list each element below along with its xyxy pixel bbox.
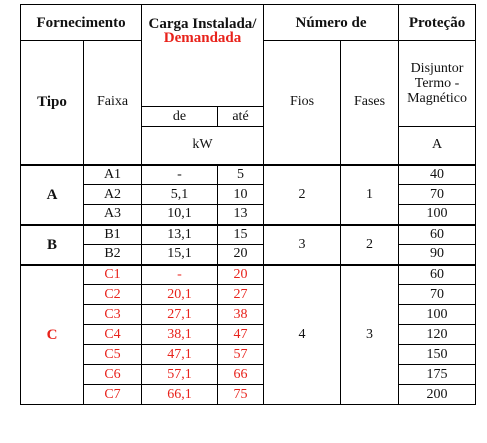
faixa-cell: A2 — [84, 185, 142, 205]
table-row — [21, 245, 476, 265]
protecao-cell: 70 — [399, 185, 476, 205]
table-row — [21, 165, 476, 185]
de-cell: 66,1 — [142, 385, 218, 405]
table-row — [21, 345, 476, 365]
fios-cell: 2 — [264, 165, 341, 225]
fios-cell: 4 — [264, 265, 341, 405]
header-tipo: Tipo — [21, 41, 84, 165]
table-row — [21, 365, 476, 385]
de-cell: - — [142, 265, 218, 285]
ate-cell: 75 — [218, 385, 264, 405]
table-row — [21, 385, 476, 405]
faixa-cell: B2 — [84, 245, 142, 265]
table-row — [21, 185, 476, 205]
table-row — [21, 265, 476, 285]
faixa-cell: C2 — [84, 285, 142, 305]
protecao-cell: 120 — [399, 325, 476, 345]
ate-cell: 13 — [218, 205, 264, 225]
protecao-cell: 100 — [399, 205, 476, 225]
faixa-cell: C3 — [84, 305, 142, 325]
tipo-cell: B — [21, 225, 84, 265]
de-cell: 57,1 — [142, 365, 218, 385]
table-row — [21, 205, 476, 225]
de-cell: 10,1 — [142, 205, 218, 225]
protecao-cell: 200 — [399, 385, 476, 405]
header-ate: até — [218, 107, 264, 127]
tipo-cell: C — [21, 265, 84, 405]
de-cell: - — [142, 165, 218, 185]
header-unit-a: A — [399, 127, 476, 165]
table-row — [21, 285, 476, 305]
table-row — [21, 225, 476, 245]
header-kw: kW — [142, 127, 264, 165]
faixa-cell: C1 — [84, 265, 142, 285]
fases-cell: 3 — [341, 265, 399, 405]
header-faixa: Faixa — [84, 41, 142, 165]
ate-cell: 27 — [218, 285, 264, 305]
header-protecao: Proteção — [399, 5, 476, 41]
ate-cell: 57 — [218, 345, 264, 365]
ate-cell: 47 — [218, 325, 264, 345]
fios-cell: 3 — [264, 225, 341, 265]
protecao-cell: 40 — [399, 165, 476, 185]
de-cell: 5,1 — [142, 185, 218, 205]
ate-cell: 66 — [218, 365, 264, 385]
faixa-cell: A3 — [84, 205, 142, 225]
faixa-cell: C6 — [84, 365, 142, 385]
header-disjuntor: Disjuntor Termo - Magnético — [399, 41, 476, 127]
de-cell: 20,1 — [142, 285, 218, 305]
header-fornecimento: Fornecimento — [21, 5, 142, 41]
ate-cell: 15 — [218, 225, 264, 245]
table-row — [21, 325, 476, 345]
ate-cell: 5 — [218, 165, 264, 185]
protecao-cell: 70 — [399, 285, 476, 305]
faixa-cell: B1 — [84, 225, 142, 245]
header-carga-line2: Demandada — [163, 30, 242, 46]
header-fios: Fios — [264, 41, 341, 165]
header-numero-de: Número de — [264, 5, 399, 41]
de-cell: 38,1 — [142, 325, 218, 345]
protecao-cell: 175 — [399, 365, 476, 385]
header-fases: Fases — [341, 41, 399, 165]
ate-cell: 20 — [218, 265, 264, 285]
tipo-cell: A — [21, 165, 84, 225]
ate-cell: 38 — [218, 305, 264, 325]
protecao-cell: 60 — [399, 265, 476, 285]
supply-table — [20, 4, 476, 405]
ate-cell: 10 — [218, 185, 264, 205]
faixa-cell: A1 — [84, 165, 142, 185]
header-carga-line1: Carga Instalada/ — [148, 16, 257, 32]
protecao-cell: 60 — [399, 225, 476, 245]
de-cell: 15,1 — [142, 245, 218, 265]
protecao-cell: 100 — [399, 305, 476, 325]
header-de: de — [142, 107, 218, 127]
de-cell: 13,1 — [142, 225, 218, 245]
fases-cell: 1 — [341, 165, 399, 225]
ate-cell: 20 — [218, 245, 264, 265]
faixa-cell: C7 — [84, 385, 142, 405]
header-carga — [142, 5, 264, 107]
faixa-cell: C4 — [84, 325, 142, 345]
de-cell: 27,1 — [142, 305, 218, 325]
de-cell: 47,1 — [142, 345, 218, 365]
faixa-cell: C5 — [84, 345, 142, 365]
fases-cell: 2 — [341, 225, 399, 265]
table-row — [21, 305, 476, 325]
protecao-cell: 90 — [399, 245, 476, 265]
protecao-cell: 150 — [399, 345, 476, 365]
